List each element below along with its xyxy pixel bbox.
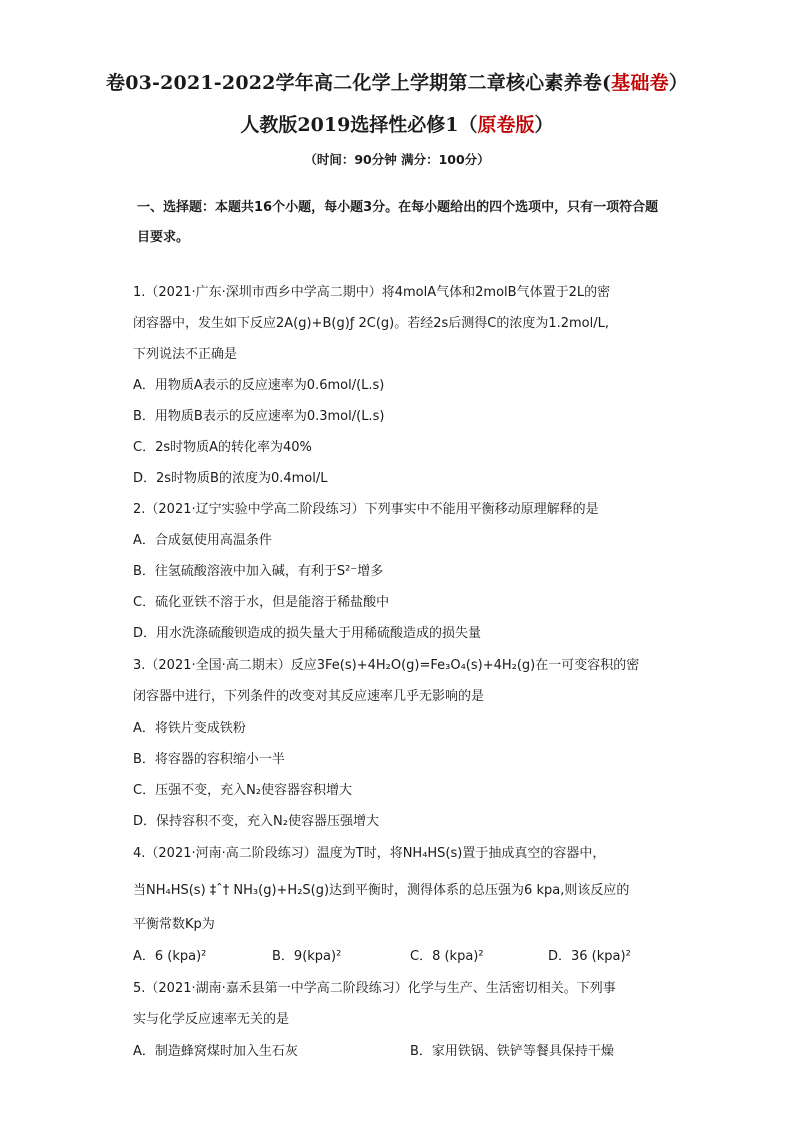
q4-option-d: D．36 (kpa)² bbox=[548, 949, 631, 964]
q5-option-b: B．家用铁锅、铁铲等餐具保持干燥 bbox=[410, 1044, 614, 1059]
subtitle-highlight-original: 原卷版 bbox=[477, 114, 535, 136]
subtitle-text-end: ） bbox=[534, 114, 554, 136]
document-subtitle bbox=[0, 110, 794, 137]
q2-option-d: D．用水洗涤硫酸钡造成的损失量大于用稀硫酸造成的损失量 bbox=[133, 626, 482, 641]
q3-stem-line2: 闭容器中进行，下列条件的改变对其反应速率几乎无影响的是 bbox=[133, 689, 485, 704]
q1-option-c: C．2s时物质A的转化率为40% bbox=[133, 440, 312, 455]
exam-info: （时间：90分钟 满分：100分） bbox=[304, 152, 490, 167]
title-text: 卷03-2021-2022学年高二化学上学期第二章核心素养卷( bbox=[106, 72, 612, 94]
q4-option-a: A．6 (kpa)² bbox=[133, 949, 207, 964]
q1-stem-line1: 1.（2021·广东·深圳市西乡中学高二期中）将4molA气体和2molB气体置于2L的密 bbox=[133, 285, 611, 300]
q2-option-b: B．往氢硫酸溶液中加入碱，有利于S²⁻增多 bbox=[133, 564, 384, 579]
q1-option-d: D．2s时物质B的浓度为0.4mol/L bbox=[133, 471, 328, 486]
q1-option-b: B．用物质B表示的反应速率为0.3mol/(L.s) bbox=[133, 409, 385, 424]
title-text-end: ） bbox=[668, 72, 688, 94]
q3-option-d: D．保持容积不变，充入N₂使容器压强增大 bbox=[133, 814, 379, 829]
q2-option-c: C．硫化亚铁不溶于水，但是能溶于稀盐酸中 bbox=[133, 595, 390, 610]
subtitle-text: 人教版2019选择性必修1（ bbox=[240, 114, 478, 136]
section-heading: 一、选择题：本题共16个小题，每小题3分。在每小题给出的四个选项中，只有一项符合题目要求。 bbox=[137, 200, 659, 245]
q2-option-a: A．合成氨使用高温条件 bbox=[133, 533, 272, 548]
q3-option-a: A．将铁片变成铁粉 bbox=[133, 721, 246, 736]
q5-stem-line1: 5.（2021·湖南·嘉禾县第一中学高二阶段练习）化学与生产、生活密切相关。下列事 bbox=[133, 981, 616, 996]
q2-stem-line1: 2.（2021·辽宁实验中学高二阶段练习）下列事实中不能用平衡移动原理解释的是 bbox=[133, 502, 599, 517]
q3-option-b: B．将容器的容积缩小一半 bbox=[133, 752, 285, 767]
q4-stem-line2: 当NH₄HS(s) ‡ˆ† NH₃(g)+H₂S(g)达到平衡时，测得体系的总压强为6 kpa,则该反应的 bbox=[133, 883, 630, 898]
q3-stem-line1: 3.（2021·全国·高二期末）反应3Fe(s)+4H₂O(g)=Fe₃O₄(s)+4H₂(g)在一可变容积的密 bbox=[133, 658, 640, 673]
q1-stem-line2: 闭容器中，发生如下反应2A(g)+B(g)ƒ 2C(g)。若经2s后测得C的浓度为1.2mol/L, bbox=[133, 316, 609, 331]
q3-option-c: C．压强不变，充入N₂使容器容积增大 bbox=[133, 783, 353, 798]
q1-stem-line3: 下列说法不正确是 bbox=[133, 347, 238, 362]
q5-stem-line2: 实与化学反应速率无关的是 bbox=[133, 1012, 290, 1027]
document-title bbox=[0, 68, 794, 95]
title-highlight-basic: 基础卷 bbox=[611, 72, 669, 94]
q1-option-a: A．用物质A表示的反应速率为0.6mol/(L.s) bbox=[133, 378, 385, 393]
q4-option-c: C．8 (kpa)² bbox=[410, 949, 484, 964]
q4-option-b: B．9(kpa)² bbox=[272, 949, 342, 964]
q4-stem-line1: 4.（2021·河南·高二阶段练习）温度为T时，将NH₄HS(s)置于抽成真空的容器中， bbox=[133, 846, 606, 861]
q5-option-a: A．制造蜂窝煤时加入生石灰 bbox=[133, 1044, 298, 1059]
q4-stem-line3: 平衡常数Kp为 bbox=[133, 917, 215, 932]
